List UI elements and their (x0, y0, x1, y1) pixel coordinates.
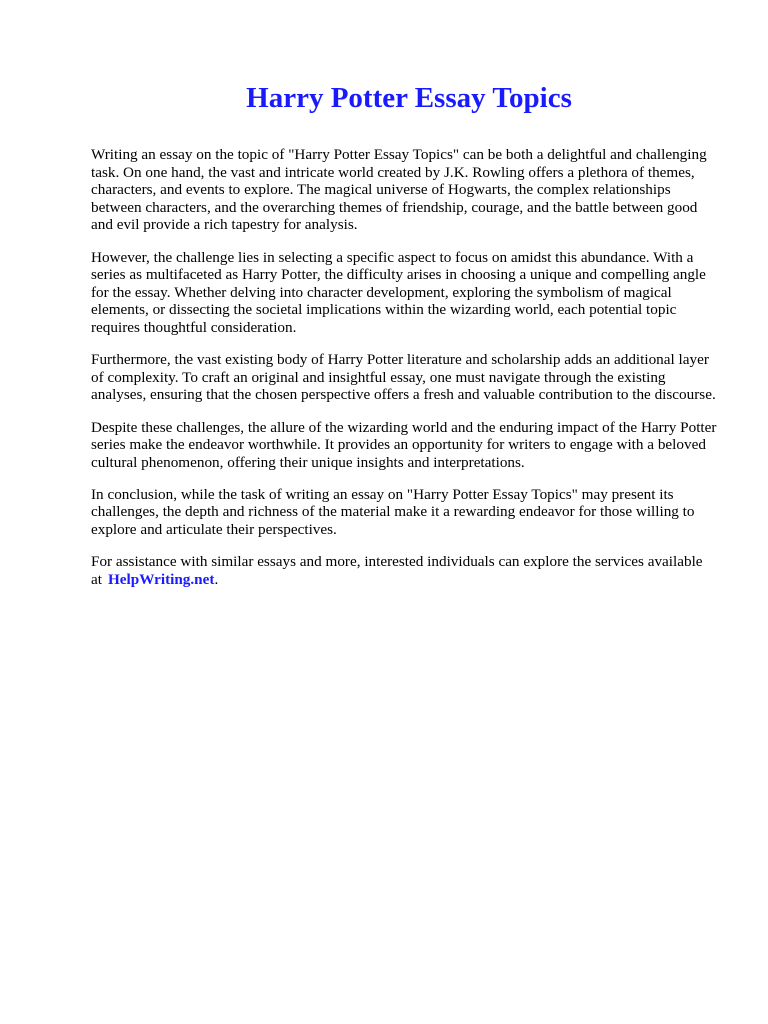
paragraph-5: In conclusion, while the task of writing an essay on "Harry Potter Essay Topics" may present its challenges, the depth and richness of the material make it a rewarding endeavor for those willing to explore and articulate their perspectives. (91, 485, 695, 539)
closing-text: For assistance with similar essays and more, interested individuals can explore the services available at (91, 553, 703, 588)
helpwriting-link[interactable]: HelpWriting.net (107, 570, 215, 588)
paragraph-1: Writing an essay on the topic of "Harry Potter Essay Topics" can be both a delightful and challenging task. On one hand, the vast and intricate world created by J.K. Rowling offers a plethora of themes, characters, and events to explore. The magical universe of Hogwarts, the complex relationships between characters, and the overarching themes of friendship, courage, and the battle between good and evil provide a rich tapestry for analysis. (91, 146, 707, 234)
paragraph-4: Despite these challenges, the allure of the wizarding world and the enduring impact of the Harry Potter series make the endeavor worthwhile. It provides an opportunity for writers to engage with a beloved cultural phenomenon, offering their unique insights and interpretations. (91, 418, 717, 471)
page-title: Harry Potter Essay Topics (246, 82, 572, 114)
paragraph-2: However, the challenge lies in selecting a specific aspect to focus on amidst this abundance. With a series as multifaceted as Harry Potter, the difficulty arises in choosing a unique and compelling angle for the essay. Whether delving into character development, exploring the symbolism of magical elements, or dissecting the societal implications within the wizarding world, each potential topic requires thoughtful consideration. (91, 248, 706, 336)
document-body (91, 146, 721, 603)
closing-paragraph (91, 553, 721, 588)
paragraph-3: Furthermore, the vast existing body of Harry Potter literature and scholarship adds an additional layer of complexity. To craft an original and insightful essay, one must navigate through the existing analyses, ensuring that the chosen perspective offers a fresh and valuable contribution to the discourse. (91, 351, 716, 404)
closing-period: . (214, 570, 219, 588)
